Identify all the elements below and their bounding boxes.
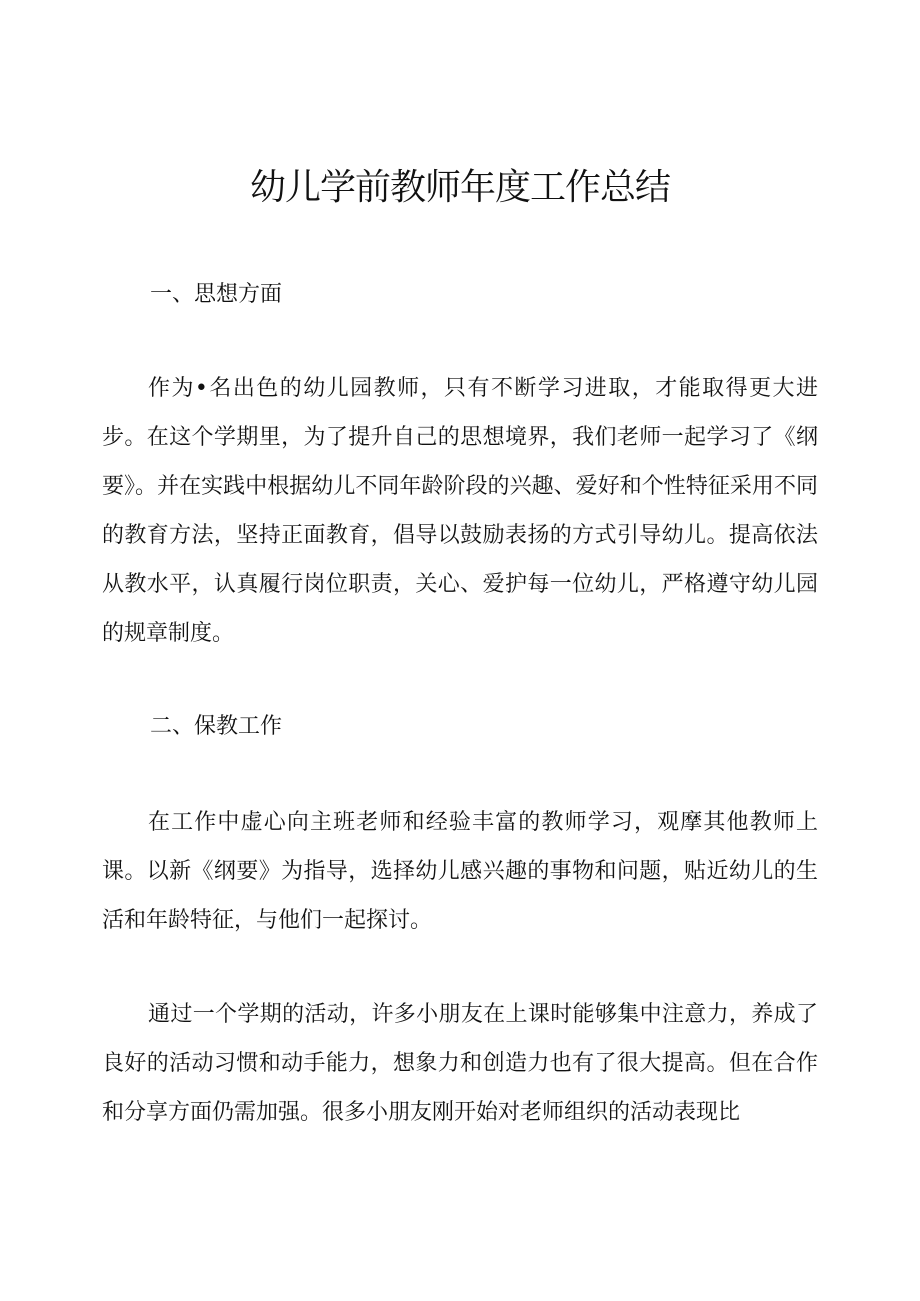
paragraph-teaching-1: 在工作中虚心向主班老师和经验丰富的教师学习，观摩其他教师上课。以新《纲要》为指导，选择幼儿感兴趣的事物和问题，贴近幼儿的生活和年龄特征，与他们一起探讨。 (102, 810, 818, 933)
paragraph-thought-1: 作为•名出色的幼儿园教师，只有不断学习进取，才能取得更大进步。在这个学期里，为了提升自己的思想境界，我们老师一起学习了《纲要》。并在实践中根据幼儿不同年龄阶段的兴趣、爱好和个性特征采用不同的教育方法，坚持正面教育，倡导以鼓励表扬的方式引导幼儿。提高依法从教水平，认真履行岗位职责，关心、爱护每一位幼儿，严格遵守幼儿园的规章制度。 (102, 376, 818, 646)
section-heading-teaching: 二、保教工作 (150, 714, 283, 739)
paragraph-teaching-2: 通过一个学期的活动，许多小朋友在上课时能够集中注意力，养成了良好的活动习惯和动手能力，想象力和创造力也有了很大提高。但在合作和分享方面仍需加强。很多小朋友刚开始对老师组织的活动表现比 (102, 1002, 818, 1125)
document-title: 幼儿学前教师年度工作总结 (249, 167, 670, 208)
section-heading-thought: 一、思想方面 (150, 282, 283, 307)
